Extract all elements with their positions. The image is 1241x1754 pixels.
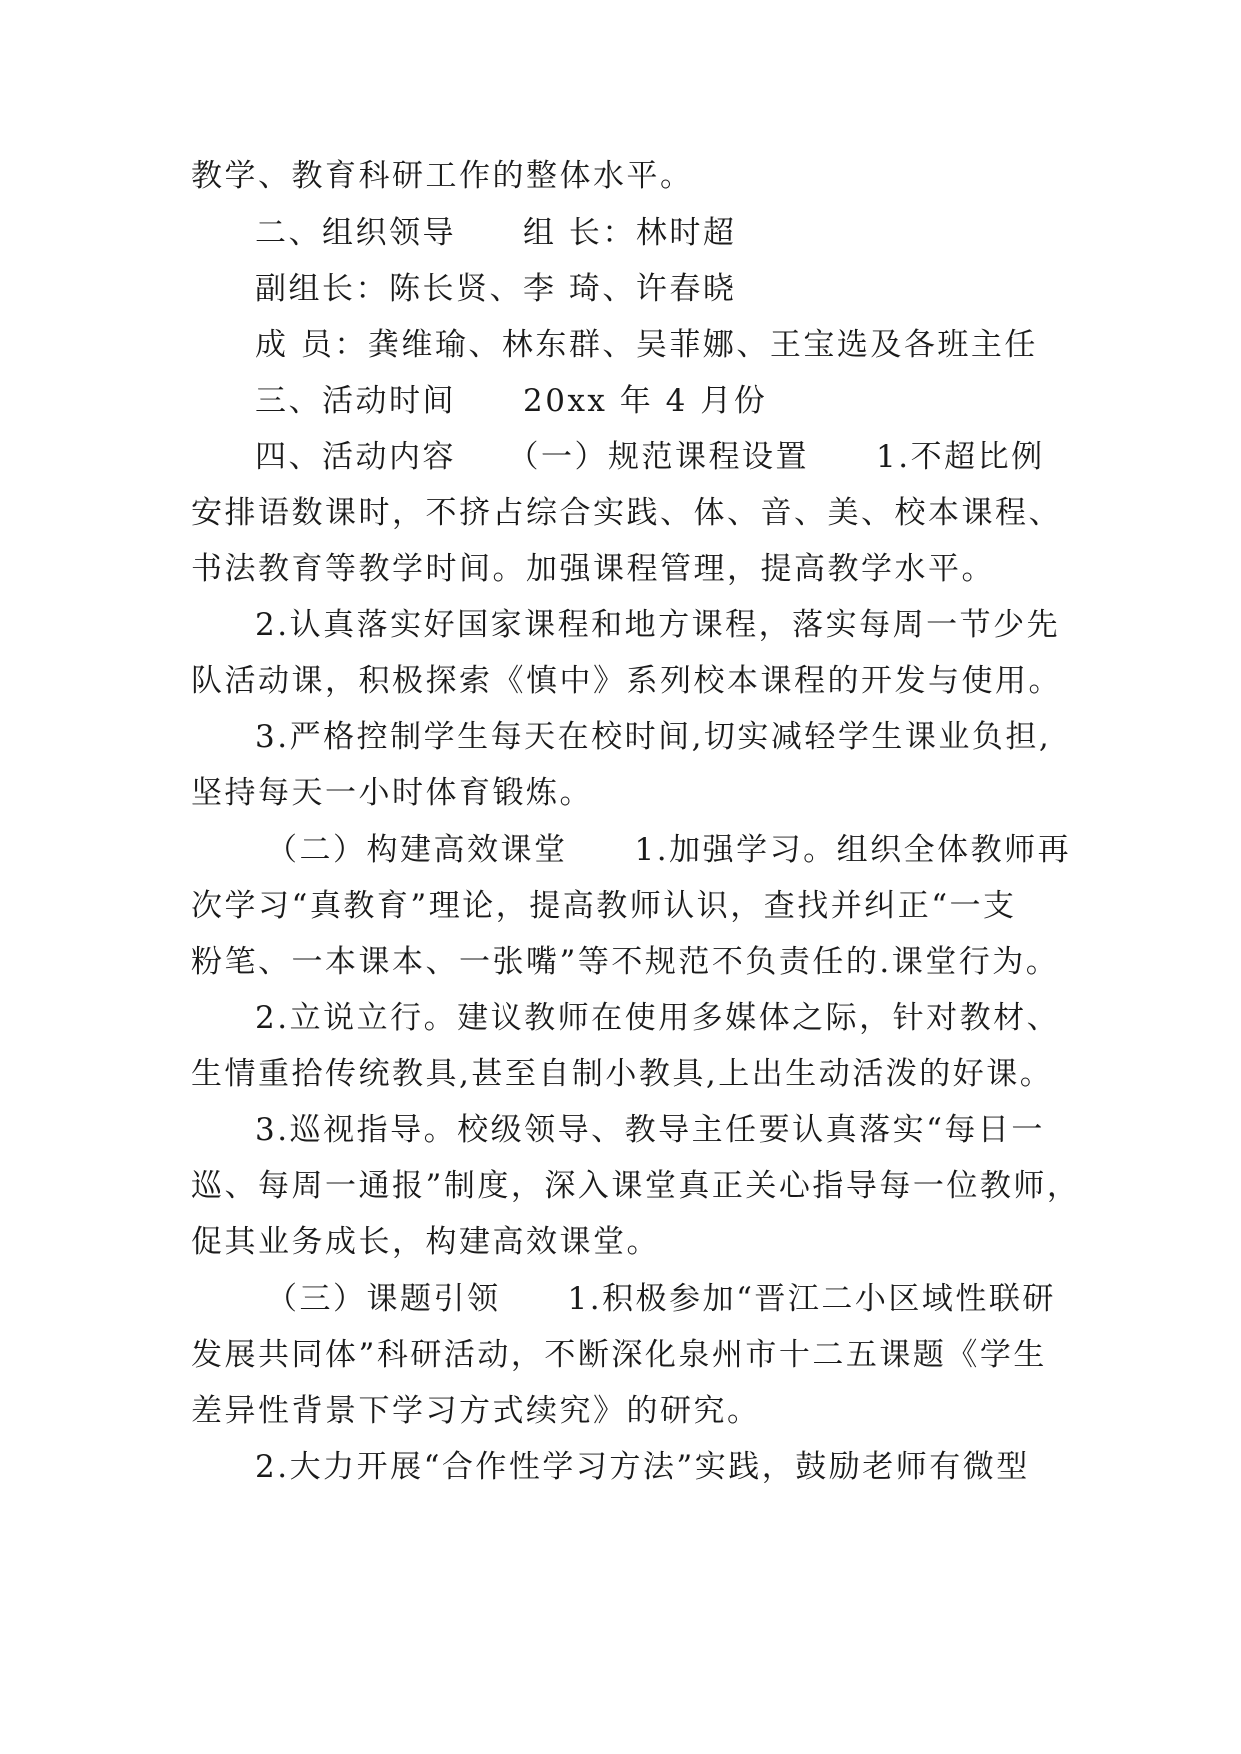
text-line: 教学、教育科研工作的整体水平。	[191, 158, 694, 194]
text-line: 2.认真落实好国家课程和地方课程，落实每周一节少先	[255, 607, 1061, 643]
text-line: 促其业务成长，构建高效课堂。	[191, 1224, 660, 1260]
text-line: 2.大力开展“合作性学习方法”实践，鼓励老师有微型	[255, 1449, 1030, 1485]
text-line: 3.巡视指导。校级领导、教导主任要认真落实“每日一	[255, 1112, 1045, 1148]
subsection-heading: （三）课题引领 1.积极参加“晋江二小区域性联研	[266, 1281, 1056, 1317]
text-line: 差异性背景下学习方式续究》的研究。	[191, 1393, 761, 1429]
text-line: 队活动课，积极探索《慎中》系列校本课程的开发与使用。	[191, 663, 1062, 699]
section-heading-time: 三、活动时间 20xx 年 4 月份	[255, 383, 768, 419]
section-heading-organization: 二、组织领导 组 长：林时超	[255, 215, 737, 251]
text-line: 安排语数课时，不挤占综合实践、体、音、美、校本课程、	[191, 495, 1062, 531]
text-line: 2.立说立行。建议教师在使用多媒体之际，针对教材、	[255, 1000, 1061, 1036]
text-line: 书法教育等教学时间。加强课程管理，提高教学水平。	[191, 551, 995, 587]
text-line: 发展共同体”科研活动，不断深化泉州市十二五课题《学生	[191, 1337, 1047, 1373]
text-line: 成 员：龚维瑜、林东群、吴菲娜、王宝选及各班主任	[255, 327, 1038, 363]
text-line: 巡、每周一通报”制度，深入课堂真正关心指导每一位教师，	[191, 1168, 1081, 1204]
text-line: 生情重拾传统教具,甚至自制小教具,上出生动活泼的好课。	[191, 1056, 1054, 1092]
text-line: 3.严格控制学生每天在校时间,切实减轻学生课业负担,	[255, 719, 1052, 755]
section-heading-content: 四、活动内容 （一）规范课程设置 1.不超比例	[255, 439, 1045, 475]
text-line: 坚持每天一小时体育锻炼。	[191, 775, 593, 811]
text-line: 副组长：陈长贤、李 琦、许春晓	[255, 271, 737, 307]
text-line: 粉笔、一本课本、一张嘴”等不规范不负责任的.课堂行为。	[191, 944, 1060, 980]
subsection-heading: （二）构建高效课堂 1.加强学习。组织全体教师再	[266, 832, 1072, 868]
text-line: 次学习“真教育”理论，提高教师认识，查找并纠正“一支	[191, 888, 1017, 924]
